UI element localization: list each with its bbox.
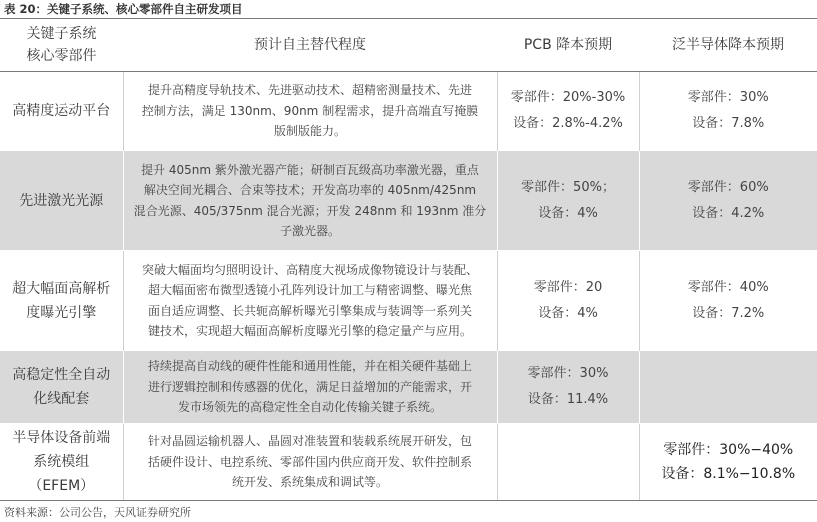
replacement-description-line: 版制版能力。 bbox=[273, 124, 346, 139]
subsystem-name-line: （EFEM） bbox=[28, 477, 95, 494]
semiconductor-cost-value bbox=[639, 251, 817, 351]
header-replacement-degree: 预计自主替代程度 bbox=[254, 37, 366, 53]
semiconductor-cost-value-line: 零部件：30% bbox=[687, 90, 769, 105]
replacement-description-line: 面自适应调整、长共轭高解析曝光引擎集成与装调等一系列关 bbox=[147, 303, 472, 318]
semiconductor-cost-value-line: 设备：8.1%−10.8% bbox=[661, 465, 796, 482]
subsystem-name-line: 度曝光引擎 bbox=[26, 304, 97, 321]
subsystem-name bbox=[0, 151, 123, 251]
replacement-description-line: 发市场领先的高稳定性全自动化传输关键子系统。 bbox=[177, 400, 442, 415]
header-pcb-cost: PCB 降本预期 bbox=[523, 37, 613, 53]
table-row bbox=[0, 351, 817, 424]
semiconductor-cost-value-line: 零部件：40% bbox=[687, 279, 769, 295]
table-caption: 表 20：关键子系统、核心零部件自主研发项目 bbox=[4, 2, 243, 16]
subsystem-name-line: 先进激光光源 bbox=[19, 192, 104, 209]
replacement-description-line: 提升高精度导轨技术、先进驱动技术、超精密测量技术、先进 bbox=[147, 83, 472, 98]
replacement-description-line: 括硬件设计、电控系统、零部件国内供应商开发、软件控制系 bbox=[147, 454, 472, 469]
replacement-description-line: 混合光源、405/375nm 混合光源；开发 248nm 和 193nm 准分 bbox=[133, 203, 487, 218]
pcb-cost-value-line: 零部件：20%-30% bbox=[510, 90, 626, 105]
replacement-description-line: 超大幅面密布微型透镜小孔阵列设计加工与精密调整、曝光焦 bbox=[147, 283, 472, 297]
replacement-description-line: 键技术，实现超大幅面高解析度曝光引擎的稳定量产与应用。 bbox=[147, 324, 472, 338]
header-semiconductor-cost: 泛半导体降本预期 bbox=[672, 37, 784, 53]
subsystem-name bbox=[0, 251, 123, 351]
replacement-description-line: 解决空间光耦合、合束等技术；开发高功率的 405nm/425nm bbox=[143, 183, 477, 197]
subsystem-name-line: 化线配套 bbox=[33, 391, 90, 407]
semiconductor-cost-value-line: 零部件：30%−40% bbox=[663, 441, 794, 458]
subsystem-name bbox=[0, 351, 123, 424]
subsystem-name bbox=[0, 72, 123, 151]
pcb-cost-value-line: 零部件：20 bbox=[533, 279, 603, 295]
pcb-cost-value bbox=[497, 351, 639, 424]
header-subsystem bbox=[0, 19, 123, 72]
table-row bbox=[0, 251, 817, 351]
pcb-cost-value-line: 零部件：30% bbox=[527, 366, 609, 381]
semiconductor-cost-value bbox=[639, 351, 817, 424]
replacement-description-line: 控制方法，满足 130nm、90nm 制程需求，提升高端直写掩膜 bbox=[141, 103, 479, 118]
subsystem-name bbox=[0, 424, 123, 500]
semiconductor-cost-value bbox=[639, 72, 817, 151]
replacement-description-line: 子激光器。 bbox=[279, 224, 340, 238]
replacement-description-line: 提升 405nm 紫外激光器产能；研制百瓦级高功率激光器，重点 bbox=[141, 162, 479, 177]
replacement-description-line: 针对晶圆运输机器人、晶圆对准装置和装载系统展开研发，包 bbox=[147, 434, 472, 448]
subsystem-name-line: 超大幅面高解析 bbox=[12, 280, 111, 297]
semiconductor-cost-value bbox=[639, 424, 817, 500]
header-subsystem-line2: 核心零部件 bbox=[26, 48, 97, 64]
pcb-cost-value bbox=[497, 251, 639, 351]
subsystem-name-line: 高稳定性全自动 bbox=[12, 367, 111, 383]
pcb-cost-value-line: 设备：4% bbox=[538, 305, 598, 321]
semiconductor-cost-value bbox=[639, 151, 817, 251]
subsystem-name-line: 高精度运动平台 bbox=[12, 103, 111, 119]
replacement-description-line: 突破大幅面均匀照明设计、高精度大视场成像物镜设计与装配、 bbox=[141, 262, 478, 277]
pcb-cost-value bbox=[497, 151, 639, 251]
subsystem-name-line: 系统模组 bbox=[33, 453, 90, 470]
header-subsystem-line1: 关键子系统 bbox=[26, 26, 97, 42]
replacement-description bbox=[123, 251, 497, 351]
pcb-cost-value-line: 设备：2.8%-4.2% bbox=[513, 116, 623, 131]
replacement-description bbox=[123, 72, 497, 151]
replacement-description bbox=[123, 351, 497, 424]
semiconductor-cost-value-line: 设备：4.2% bbox=[692, 205, 765, 221]
table-row bbox=[0, 424, 817, 500]
bottom-rule bbox=[0, 500, 817, 501]
semiconductor-cost-value-line: 设备：7.8% bbox=[692, 116, 765, 131]
replacement-description-line: 统开发、系统集成和调试等。 bbox=[231, 475, 388, 489]
replacement-description bbox=[123, 424, 497, 500]
semiconductor-cost-value-line: 零部件：60% bbox=[687, 179, 769, 195]
pcb-cost-value-line: 设备：4% bbox=[538, 205, 598, 221]
semiconductor-cost-value-line: 设备：7.2% bbox=[692, 305, 765, 321]
table-row bbox=[0, 72, 817, 151]
replacement-description bbox=[123, 151, 497, 251]
pcb-cost-value-line: 零部件：50%； bbox=[521, 179, 615, 195]
source-note: 资料来源：公司公告，天风证券研究所 bbox=[4, 506, 191, 519]
subsystem-name-line: 半导体设备前端 bbox=[12, 429, 111, 446]
pcb-cost-value bbox=[497, 72, 639, 151]
pcb-cost-value-line: 设备：11.4% bbox=[527, 392, 609, 407]
table-row bbox=[0, 151, 817, 251]
pcb-cost-value bbox=[497, 424, 639, 500]
table-header-row bbox=[0, 19, 817, 72]
replacement-description-line: 进行逻辑控制和传感器的优化，满足日益增加的产能需求，开 bbox=[147, 379, 472, 394]
self-research-table bbox=[0, 19, 817, 500]
replacement-description-line: 持续提高自动线的硬件性能和通用性能，并在相关硬件基础上 bbox=[147, 359, 472, 374]
